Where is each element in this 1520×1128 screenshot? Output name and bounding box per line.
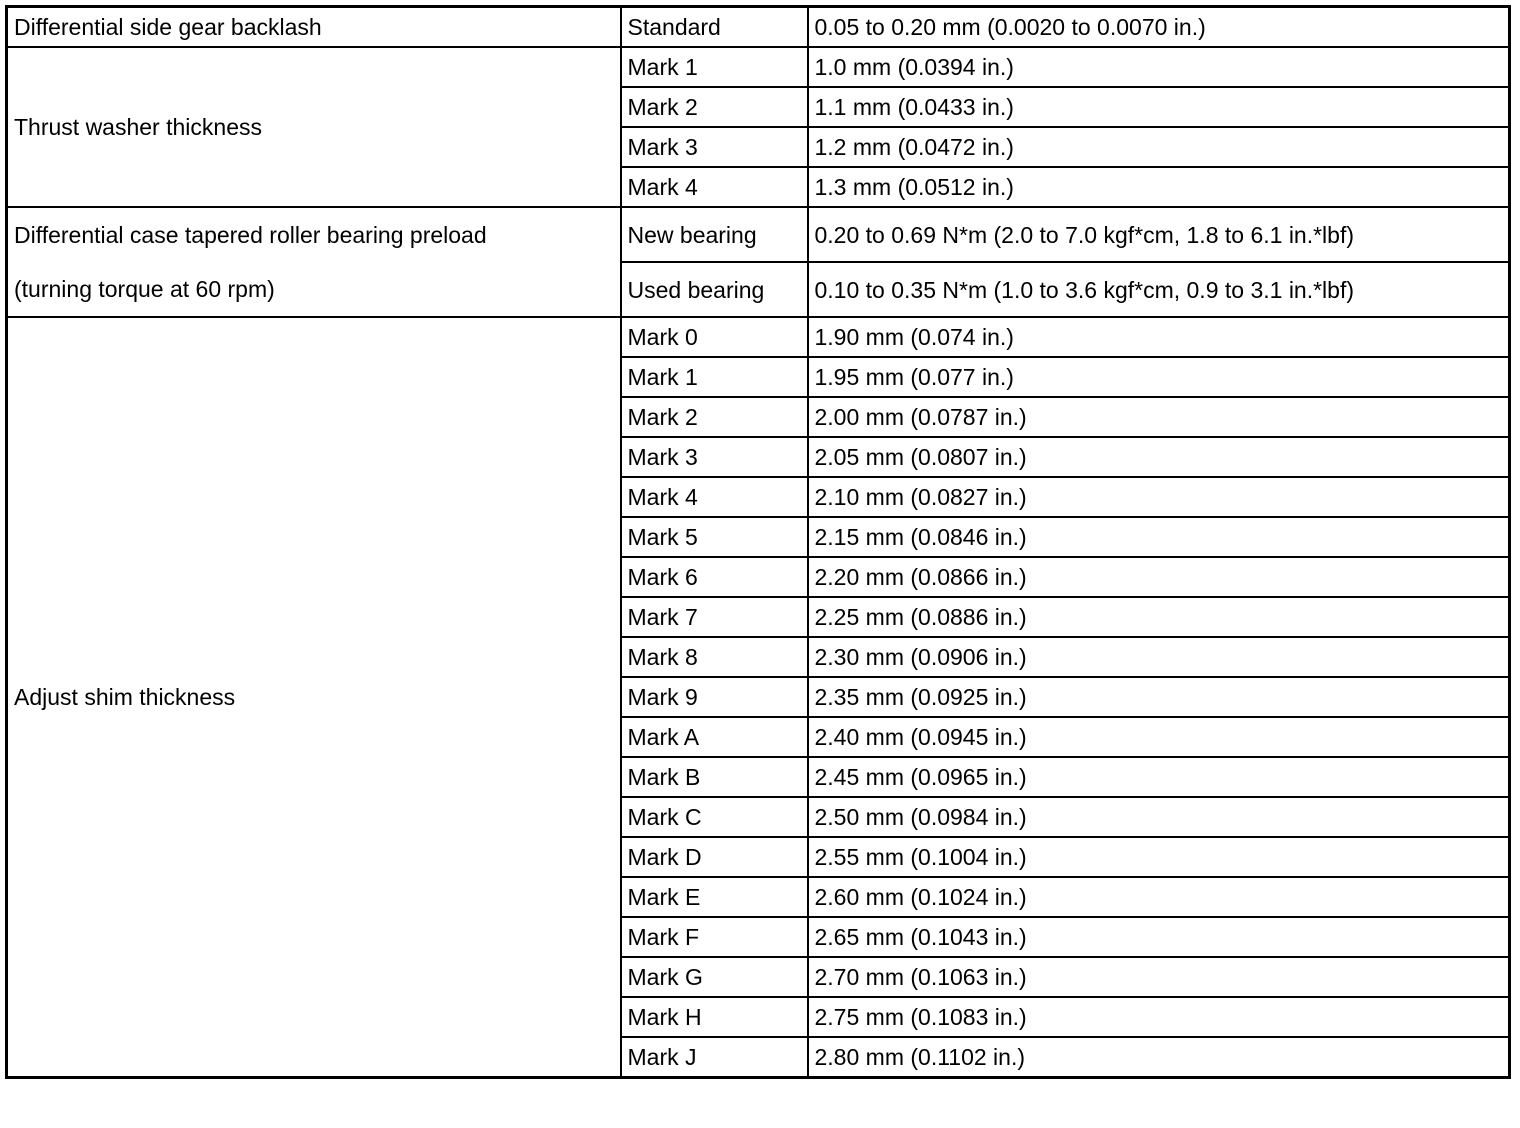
condition-cell: Mark 4 <box>621 167 808 207</box>
value-cell: 1.95 mm (0.077 in.) <box>808 357 1510 397</box>
item-name-cell: Differential side gear backlash <box>7 7 621 48</box>
condition-cell: Mark D <box>621 837 808 877</box>
item-name-line: Differential case tapered roller bearing preload <box>14 222 487 248</box>
condition-cell: Mark G <box>621 957 808 997</box>
condition-cell: Mark E <box>621 877 808 917</box>
condition-cell: Mark J <box>621 1037 808 1078</box>
value-cell: 2.55 mm (0.1004 in.) <box>808 837 1510 877</box>
condition-cell: Mark 1 <box>621 357 808 397</box>
condition-cell: Mark 2 <box>621 87 808 127</box>
table-row <box>7 47 1510 87</box>
item-name-line: (turning torque at 60 rpm) <box>14 276 275 302</box>
value-cell: 2.25 mm (0.0886 in.) <box>808 597 1510 637</box>
condition-cell: Mark H <box>621 997 808 1037</box>
condition-cell: Mark A <box>621 717 808 757</box>
condition-cell: Mark 4 <box>621 477 808 517</box>
condition-cell: Mark 8 <box>621 637 808 677</box>
value-cell: 1.90 mm (0.074 in.) <box>808 317 1510 357</box>
spec-table-body <box>7 7 1510 1078</box>
condition-cell: Mark C <box>621 797 808 837</box>
value-cell: 0.20 to 0.69 N*m (2.0 to 7.0 kgf*cm, 1.8 to 6.1 in.*lbf) <box>808 207 1510 262</box>
value-cell: 2.50 mm (0.0984 in.) <box>808 797 1510 837</box>
condition-cell: Mark 0 <box>621 317 808 357</box>
value-cell: 1.0 mm (0.0394 in.) <box>808 47 1510 87</box>
condition-cell: Mark 2 <box>621 397 808 437</box>
condition-cell: Standard <box>621 7 808 48</box>
table-row <box>7 317 1510 357</box>
value-cell: 2.00 mm (0.0787 in.) <box>808 397 1510 437</box>
item-name-cell <box>7 207 621 317</box>
condition-cell: New bearing <box>621 207 808 262</box>
condition-cell: Mark 3 <box>621 127 808 167</box>
condition-cell: Mark 7 <box>621 597 808 637</box>
value-cell: 1.3 mm (0.0512 in.) <box>808 167 1510 207</box>
value-cell: 2.65 mm (0.1043 in.) <box>808 917 1510 957</box>
value-cell: 0.05 to 0.20 mm (0.0020 to 0.0070 in.) <box>808 7 1510 48</box>
value-cell: 2.30 mm (0.0906 in.) <box>808 637 1510 677</box>
value-cell: 1.1 mm (0.0433 in.) <box>808 87 1510 127</box>
value-cell: 2.05 mm (0.0807 in.) <box>808 437 1510 477</box>
condition-cell: Mark 3 <box>621 437 808 477</box>
value-cell: 1.2 mm (0.0472 in.) <box>808 127 1510 167</box>
table-row <box>7 7 1510 48</box>
condition-cell: Mark 9 <box>621 677 808 717</box>
value-cell: 2.45 mm (0.0965 in.) <box>808 757 1510 797</box>
spec-table <box>5 5 1511 1079</box>
value-cell: 2.80 mm (0.1102 in.) <box>808 1037 1510 1078</box>
value-cell: 2.10 mm (0.0827 in.) <box>808 477 1510 517</box>
condition-cell: Mark 5 <box>621 517 808 557</box>
table-row <box>7 207 1510 262</box>
condition-cell: Mark 1 <box>621 47 808 87</box>
value-cell: 2.75 mm (0.1083 in.) <box>808 997 1510 1037</box>
condition-cell: Mark 6 <box>621 557 808 597</box>
value-cell: 2.60 mm (0.1024 in.) <box>808 877 1510 917</box>
value-cell: 2.20 mm (0.0866 in.) <box>808 557 1510 597</box>
item-name-cell: Thrust washer thickness <box>7 47 621 207</box>
value-cell: 0.10 to 0.35 N*m (1.0 to 3.6 kgf*cm, 0.9 to 3.1 in.*lbf) <box>808 262 1510 317</box>
condition-cell: Mark F <box>621 917 808 957</box>
item-name-cell: Adjust shim thickness <box>7 317 621 1078</box>
value-cell: 2.40 mm (0.0945 in.) <box>808 717 1510 757</box>
value-cell: 2.35 mm (0.0925 in.) <box>808 677 1510 717</box>
value-cell: 2.15 mm (0.0846 in.) <box>808 517 1510 557</box>
condition-cell: Mark B <box>621 757 808 797</box>
condition-cell: Used bearing <box>621 262 808 317</box>
value-cell: 2.70 mm (0.1063 in.) <box>808 957 1510 997</box>
